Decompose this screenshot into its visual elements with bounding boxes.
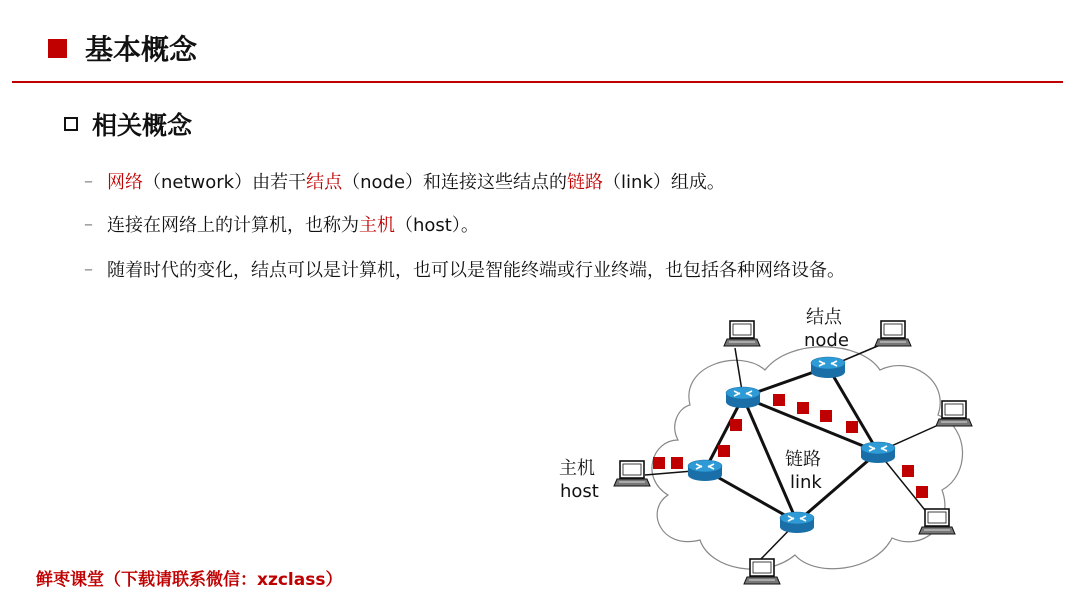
packet-icon — [671, 457, 683, 469]
bullet-text: （node）和连接这些结点的 — [342, 172, 568, 193]
packet-icon — [820, 410, 832, 422]
host-label-cn: 主机 — [559, 458, 595, 479]
bullet-text: 连接在网络上的计算机，也称为 — [107, 215, 359, 236]
title-square-icon — [48, 39, 67, 58]
host-label-en: host — [560, 481, 599, 502]
section-heading — [64, 106, 192, 142]
page-title: 基本概念 — [85, 33, 198, 66]
term-node: 结点 — [306, 172, 343, 193]
bullet-text: （host）。 — [395, 215, 479, 236]
router-icon — [780, 512, 814, 533]
hollow-square-icon — [64, 117, 78, 131]
laptop-icon — [936, 401, 972, 426]
title-bar — [48, 28, 197, 68]
dash-icon: – — [84, 170, 93, 192]
packet-icon — [846, 421, 858, 433]
bullet-text: （network）由若干 — [143, 172, 307, 193]
laptop-icon — [724, 321, 760, 346]
packet-icon — [773, 394, 785, 406]
node-label-en: node — [804, 330, 849, 351]
bullet-evolution — [84, 256, 845, 282]
bullet-text: 随着时代的变化，结点可以是计算机，也可以是智能终端或行业终端，也包括各种网络设备。 — [107, 260, 845, 281]
dash-icon: – — [84, 213, 93, 235]
node-label-cn: 结点 — [806, 307, 842, 328]
title-divider — [12, 81, 1063, 83]
packet-icon — [653, 457, 665, 469]
dash-icon: – — [84, 258, 93, 280]
router-icon — [688, 460, 722, 481]
section-title: 相关概念 — [92, 111, 193, 140]
footer-watermark: 鲜枣课堂（下载请联系微信：xzclass） — [36, 570, 343, 590]
bullet-network — [84, 168, 725, 194]
laptop-icon — [919, 509, 955, 534]
router-icon — [811, 357, 845, 378]
bullet-text: （link）组成。 — [603, 172, 725, 193]
link-label-en: link — [790, 472, 822, 493]
packet-icon — [916, 486, 928, 498]
link-label-cn: 链路 — [785, 449, 821, 470]
laptop-icon — [614, 461, 650, 486]
packet-icon — [718, 445, 730, 457]
term-link: 链路 — [567, 172, 604, 193]
term-host: 主机 — [359, 215, 395, 236]
packet-icon — [797, 402, 809, 414]
laptop-icon — [744, 559, 780, 584]
router-icon — [861, 442, 895, 463]
packet-icon — [902, 465, 914, 477]
bullet-host — [84, 211, 479, 237]
router-icon — [726, 387, 760, 408]
packet-icon — [730, 419, 742, 431]
term-network: 网络 — [107, 172, 143, 193]
network-diagram — [550, 300, 990, 600]
laptop-icon — [875, 321, 911, 346]
